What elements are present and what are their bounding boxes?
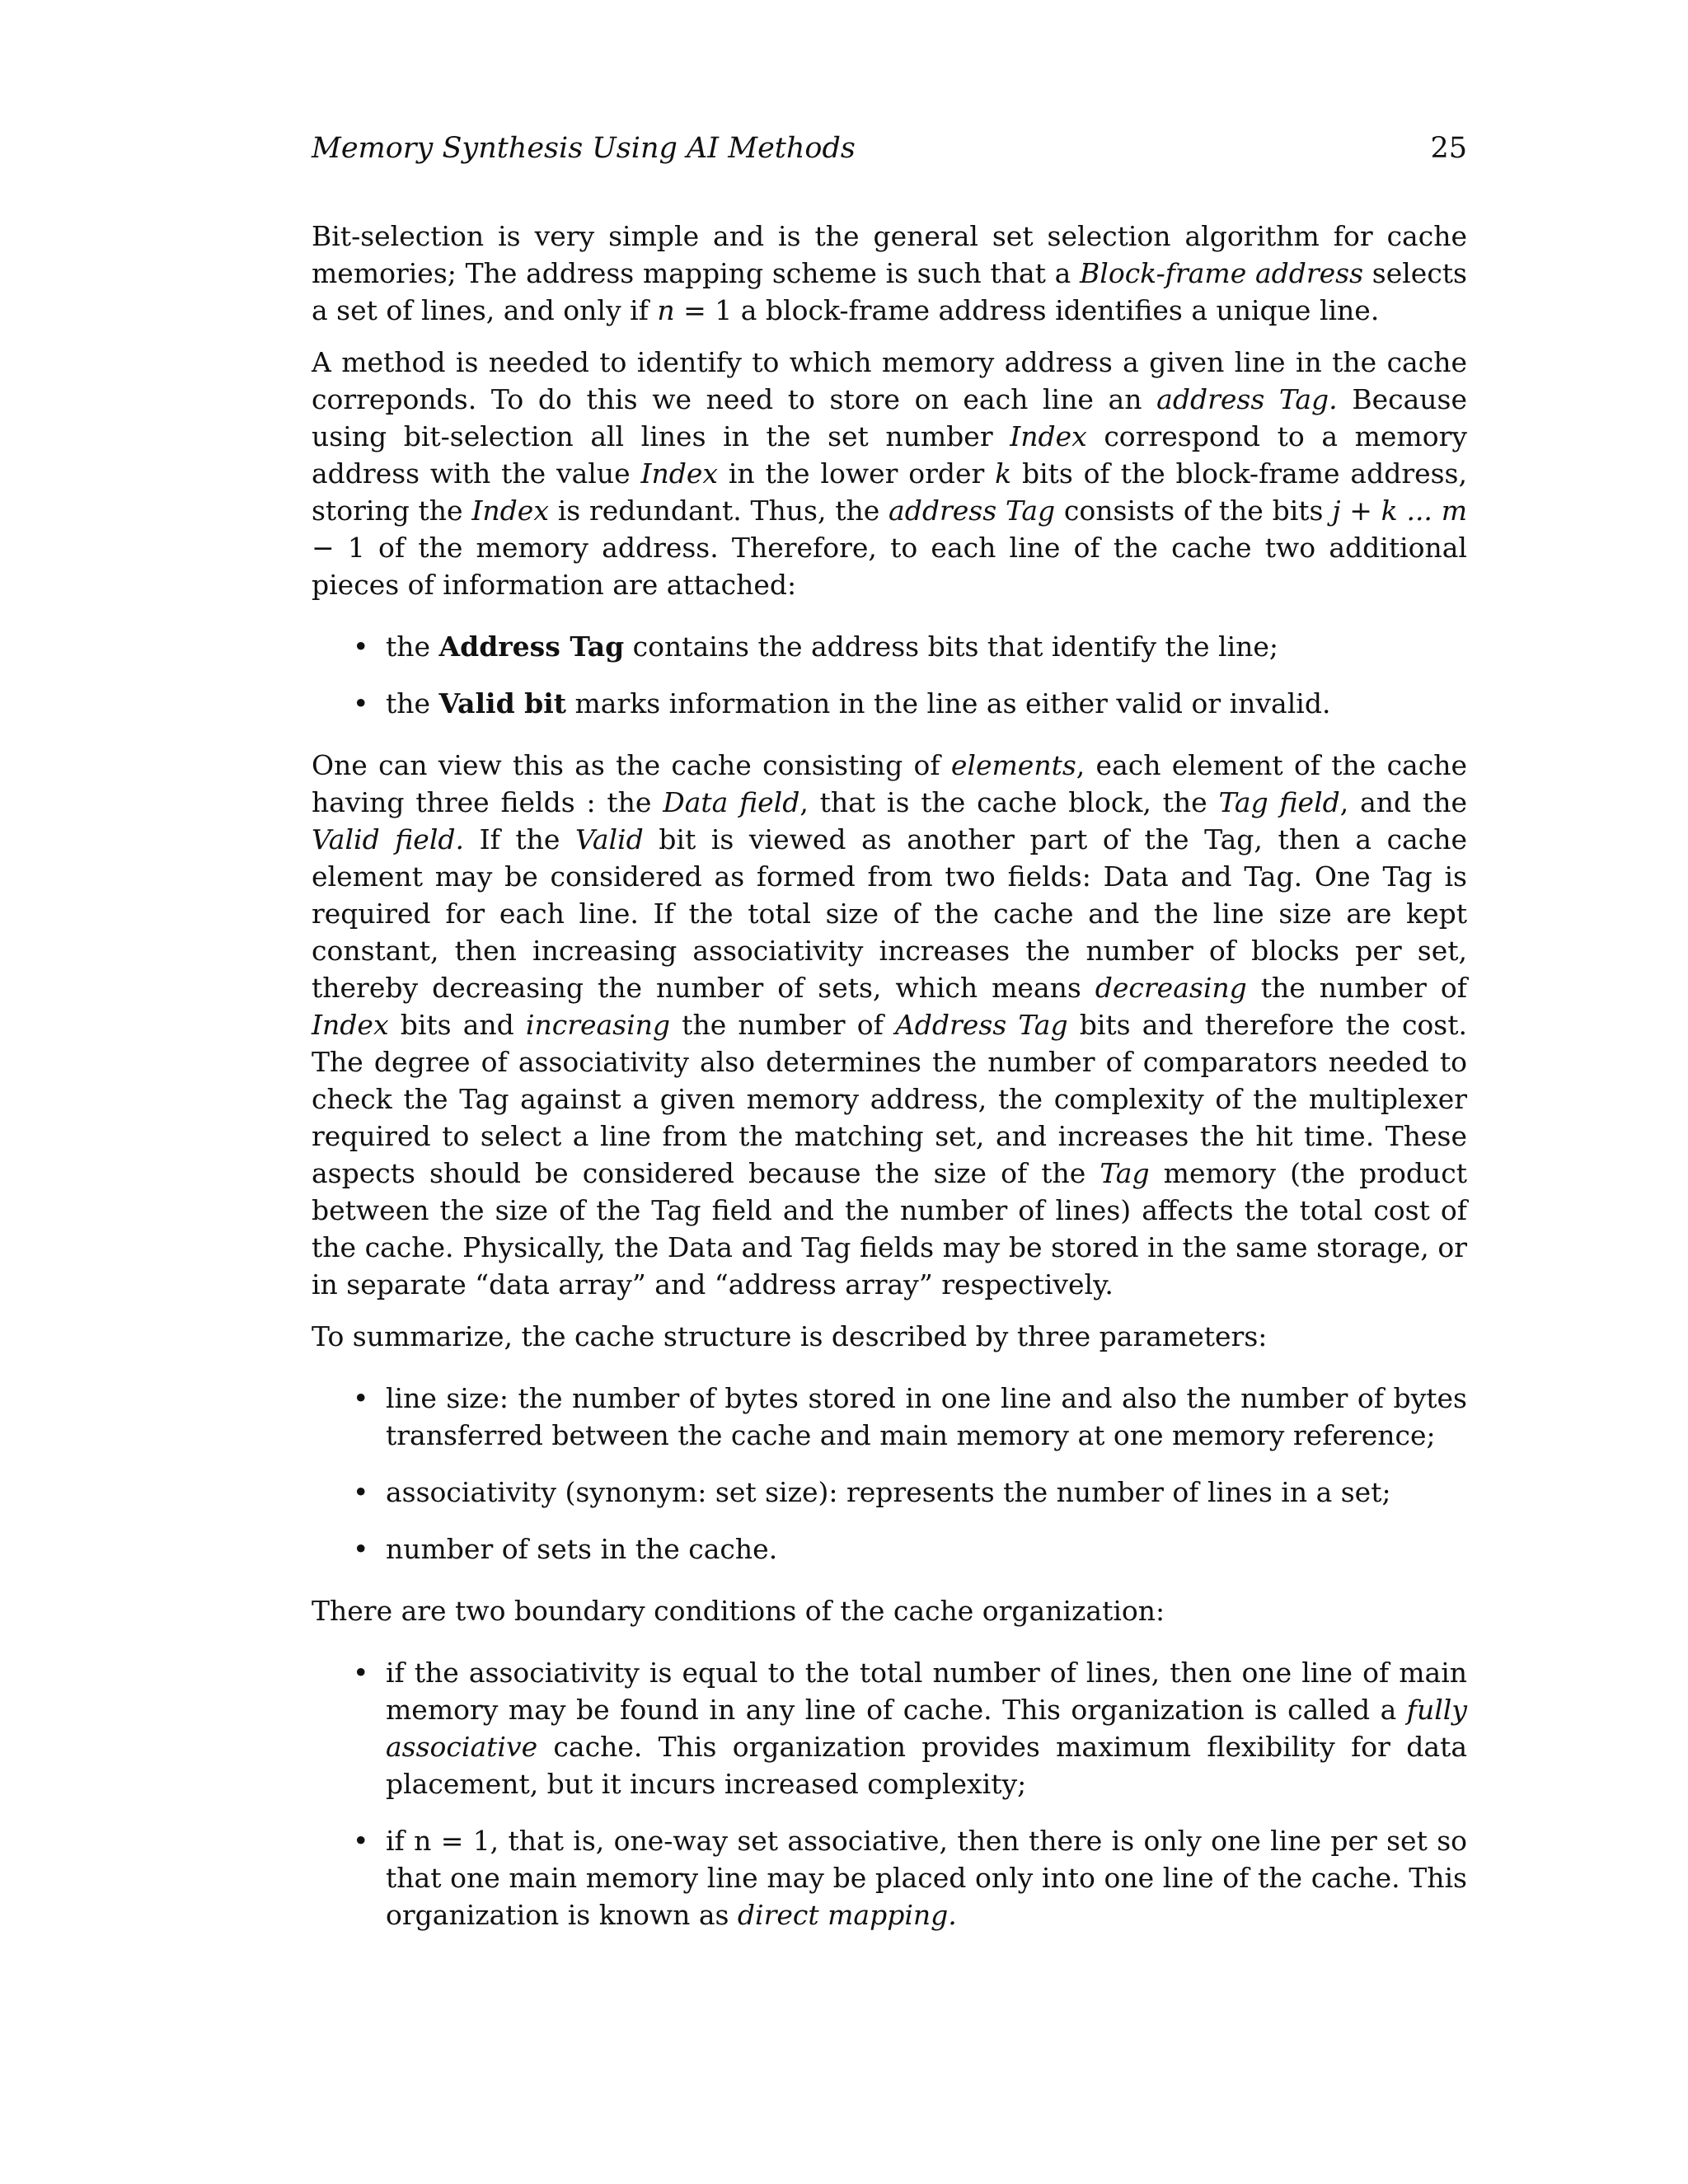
text-run-italic: Index — [640, 457, 719, 490]
list-item — [353, 1380, 1467, 1454]
text-run: bits and — [388, 1009, 526, 1041]
text-run: A method is needed to identify to which memory address a given line in the cache correponds. To do this we need to store on each line an — [312, 346, 1467, 415]
paragraph-summary-intro: To summarize, the cache structure is described by three parameters: — [312, 1320, 1268, 1352]
text-run: , each element of the cache having three fields : the — [312, 749, 1467, 818]
text-run-italic: elements — [950, 749, 1076, 781]
text-run-bold: Address Tag — [438, 630, 625, 663]
text-run: bits and therefore the cost. The degree of associativity also determines the number of comparators needed to check the Tag against a given memory address, the complexity of the multiplexer required to select a line from the matching set, and increases the hit time. These aspects should be considered because the size of the — [312, 1009, 1467, 1189]
bullet-icon: • — [353, 687, 369, 719]
text-run-italic: Valid field. — [312, 823, 464, 855]
paragraph-bit-selection — [312, 218, 1467, 329]
text-run: − 1 of the memory address. Therefore, to each line of the cache two additional pieces of information are attached: — [312, 532, 1467, 601]
list-item — [353, 1822, 1467, 1933]
text-run: marks information in the line as either valid or invalid. — [566, 687, 1331, 719]
text-run: memory (the product between the size of the Tag field and the number of lines) affects the total cost of the cache. Physically, the Data and Tag fields may be stored in the same storage, or in separate “data array” and “address array” respectively. — [312, 1157, 1467, 1301]
text-run-bold: Valid bit — [438, 687, 566, 719]
text-run-italic: Tag — [1100, 1157, 1150, 1189]
text-run-italic: Valid — [575, 823, 644, 855]
list-item — [353, 628, 1467, 665]
text-run-italic: decreasing — [1095, 972, 1247, 1004]
text-run: One can view this as the cache consisting of — [312, 749, 951, 781]
text-run: consists of the bits — [1055, 494, 1333, 527]
text-run: bit is viewed as another part of the Tag, then a cache element may be considered as formed from two fields: Data and Tag. One Tag is required for each line. If the total size of the cache and the line size are kept constant, then increasing associativity increases the number of blocks per set, thereby decreasing the number of sets, which means — [312, 823, 1467, 1004]
text-run: If the — [464, 823, 576, 855]
text-run: associativity (synonym: set size): represents the number of lines in a set; — [386, 1476, 1391, 1508]
text-run: cache. This organization provides maximum flexibility for data placement, but it incurs increased complexity; — [386, 1731, 1467, 1800]
bullet-icon: • — [353, 1476, 369, 1508]
text-run: correspond to a memory address with the value — [312, 420, 1467, 490]
bullet-list-boundary-conditions — [312, 1654, 1467, 1933]
list-item — [353, 685, 1467, 722]
bullet-icon: • — [353, 1382, 369, 1414]
page-number: 25 — [1430, 132, 1467, 165]
text-run: is redundant. Thus, the — [548, 494, 889, 527]
text-run: the — [386, 630, 439, 663]
text-run: , and the — [1339, 786, 1467, 818]
text-run: in the lower order — [718, 457, 996, 490]
paragraph-boundary-intro: There are two boundary conditions of the cache organization: — [312, 1595, 1165, 1627]
text-run: if n = 1, that is, one-way set associative, then there is only one line per set so that one main memory line may be placed only into one line of the cache. This organization is known as — [386, 1825, 1467, 1931]
text-run: the number of — [1246, 972, 1467, 1004]
text-run: the — [386, 687, 439, 719]
text-run-italic: address Tag — [889, 494, 1056, 527]
bullet-icon: • — [353, 1825, 369, 1857]
bullet-icon: • — [353, 1657, 369, 1689]
math-expression: j + k ... m — [1332, 494, 1467, 527]
math-variable: n — [657, 294, 675, 326]
text-run: , that is the cache block, the — [799, 786, 1219, 818]
text-run-italic: fully associative — [386, 1694, 1467, 1763]
text-run-italic: Index — [1010, 420, 1087, 452]
text-run: number of sets in the cache. — [386, 1533, 778, 1565]
text-run-italic: Index — [312, 1009, 389, 1041]
text-run-italic: Index — [471, 494, 549, 527]
bullet-icon: • — [353, 630, 369, 663]
bullet-list-parameters — [312, 1380, 1467, 1568]
paragraph-address-tag — [312, 344, 1467, 603]
page — [312, 124, 1467, 1958]
math-variable: k — [995, 457, 1012, 490]
text-run-italic: address Tag. — [1156, 383, 1338, 415]
text-run-italic: direct mapping. — [737, 1899, 957, 1931]
text-run: selects a set of lines, and only if — [312, 257, 1467, 326]
text-run-italic: Block-frame address — [1080, 257, 1364, 289]
list-item — [353, 1530, 1467, 1568]
paragraph-cache-elements — [312, 747, 1467, 1303]
text-run-italic: Data field — [663, 786, 800, 818]
text-run: Because using bit-selection all lines in the set number — [312, 383, 1467, 452]
text-run: contains the address bits that identify the line; — [624, 630, 1279, 663]
text-run: Bit-selection is very simple and is the general set selection algorithm for cache memories; The address mapping scheme is such that a — [312, 220, 1467, 289]
text-run: if the associativity is equal to the total number of lines, then one line of main memory may be found in any line of cache. This organization is called a — [386, 1657, 1467, 1726]
text-run-italic: increasing — [525, 1009, 671, 1041]
bullet-list-tag-valid — [312, 628, 1467, 722]
running-title: Memory Synthesis Using AI Methods — [312, 132, 856, 165]
text-run: bits of the block-frame address, storing the — [312, 457, 1467, 527]
bullet-icon: • — [353, 1533, 369, 1565]
list-item — [353, 1654, 1467, 1802]
text-run: the number of — [670, 1009, 895, 1041]
text-run-italic: Tag field — [1218, 786, 1340, 818]
running-header — [312, 124, 1467, 173]
text-run-italic: Address Tag — [894, 1009, 1068, 1041]
text-run: line size: the number of bytes stored in one line and also the number of bytes transferred between the cache and main memory at one memory reference; — [386, 1382, 1467, 1451]
list-item — [353, 1474, 1467, 1511]
text-run: = 1 a block-frame address identifies a unique line. — [674, 294, 1380, 326]
